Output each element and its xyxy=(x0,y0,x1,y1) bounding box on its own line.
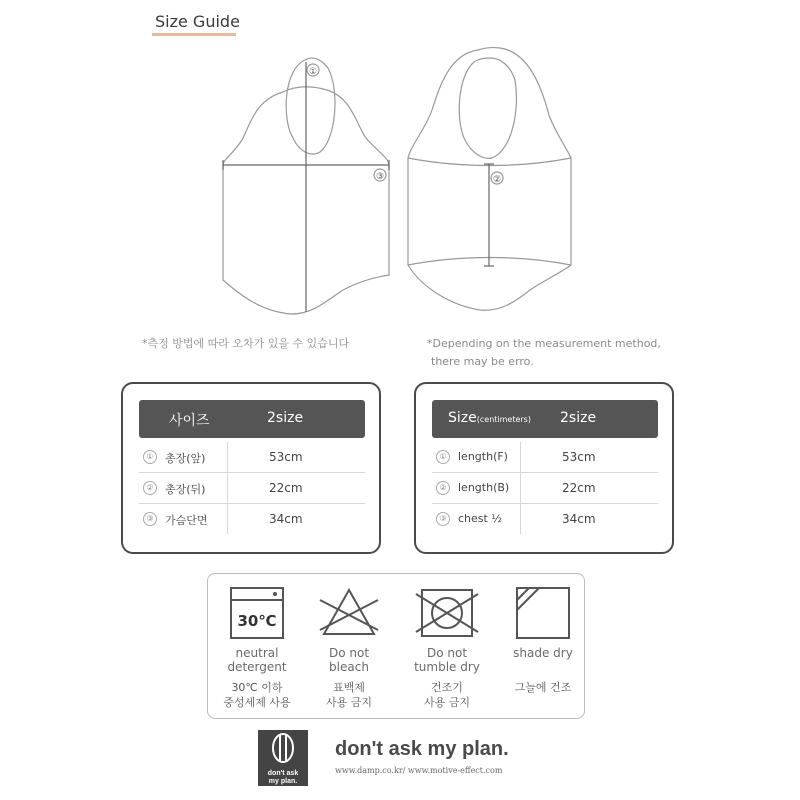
header-2size: 2size xyxy=(267,410,304,426)
table-row xyxy=(139,442,365,473)
care-kr-2: 중성세제 사용 xyxy=(223,696,291,709)
table-row xyxy=(139,473,365,504)
table-row xyxy=(432,473,658,504)
note-english-line2: there may be erro. xyxy=(431,355,534,368)
care-en-2: bleach xyxy=(329,660,369,674)
table-row xyxy=(432,504,658,534)
brand-name: don't ask my plan. xyxy=(335,738,509,760)
row-number: ③ xyxy=(143,512,157,526)
row-value: 34cm xyxy=(562,512,596,526)
title-underline xyxy=(152,33,236,36)
row-label: chest ½ xyxy=(458,512,502,525)
wash-30-icon xyxy=(229,584,285,640)
logo-text-2: my plan. xyxy=(268,778,298,785)
logo-text-1: don't ask xyxy=(267,770,299,777)
size-table-korean xyxy=(121,382,381,554)
brand-urls: www.damp.co.kr/ www.motive-effect.com xyxy=(335,766,503,775)
header-size: 사이즈 xyxy=(169,413,210,429)
care-item-shade xyxy=(498,584,588,695)
row-value: 34cm xyxy=(269,512,303,526)
page-title: Size Guide xyxy=(155,12,240,31)
note-english xyxy=(427,335,661,371)
row-label: length(B) xyxy=(458,481,510,494)
row-number: ② xyxy=(436,481,450,495)
header-size: Size(centimeters) xyxy=(448,410,531,426)
brand-logo xyxy=(258,730,308,786)
table-row xyxy=(139,504,365,534)
marker-3: ③ xyxy=(375,172,385,182)
table-row xyxy=(432,442,658,473)
brand-monogram-icon xyxy=(258,730,308,766)
care-kr-2: 사용 금지 xyxy=(423,696,470,709)
note-english-line1: *Depending on the measurement method, xyxy=(427,337,661,350)
care-en-2: tumble dry xyxy=(414,660,480,674)
care-item-wash xyxy=(212,584,302,710)
care-item-bleach xyxy=(304,584,394,710)
care-kr-1: 표백제 xyxy=(333,681,365,694)
care-kr-1: 건조기 xyxy=(431,681,463,694)
size-table-english xyxy=(414,382,674,554)
garment-diagram xyxy=(0,40,800,330)
header-2size: 2size xyxy=(560,410,597,426)
care-instructions xyxy=(207,573,585,719)
row-value: 22cm xyxy=(269,481,303,495)
table-header xyxy=(432,400,658,438)
row-value: 22cm xyxy=(562,481,596,495)
table-header xyxy=(139,400,365,438)
row-label: length(F) xyxy=(458,450,508,463)
shade-dry-icon xyxy=(514,584,572,640)
wash-temperature-text: 30℃ xyxy=(237,612,277,630)
care-kr-1: 그늘에 건조 xyxy=(514,681,572,694)
row-label: 가슴단면 xyxy=(165,514,208,527)
row-value: 53cm xyxy=(562,450,596,464)
care-en-1: Do not xyxy=(426,646,468,660)
note-korean: *측정 방법에 따라 오차가 있을 수 있습니다 xyxy=(142,337,350,350)
care-en-2: detergent xyxy=(227,660,287,674)
care-item-tumble xyxy=(402,584,492,710)
row-number: ② xyxy=(143,481,157,495)
no-tumble-dry-icon xyxy=(412,584,482,640)
no-bleach-icon xyxy=(314,584,384,640)
row-label: 총장(앞) xyxy=(165,452,206,465)
care-en-1: shade dry xyxy=(513,646,573,660)
row-value: 53cm xyxy=(269,450,303,464)
row-number: ① xyxy=(436,450,450,464)
care-kr-2: 사용 금지 xyxy=(325,696,372,709)
care-en-1: neutral xyxy=(235,646,279,660)
marker-1: ① xyxy=(308,67,318,77)
care-en-1: Do not xyxy=(328,646,370,660)
row-number: ③ xyxy=(436,512,450,526)
marker-2: ② xyxy=(492,175,502,185)
care-kr-1: 30℃ 이하 xyxy=(231,681,283,694)
row-label: 총장(뒤) xyxy=(165,483,206,496)
row-number: ① xyxy=(143,450,157,464)
